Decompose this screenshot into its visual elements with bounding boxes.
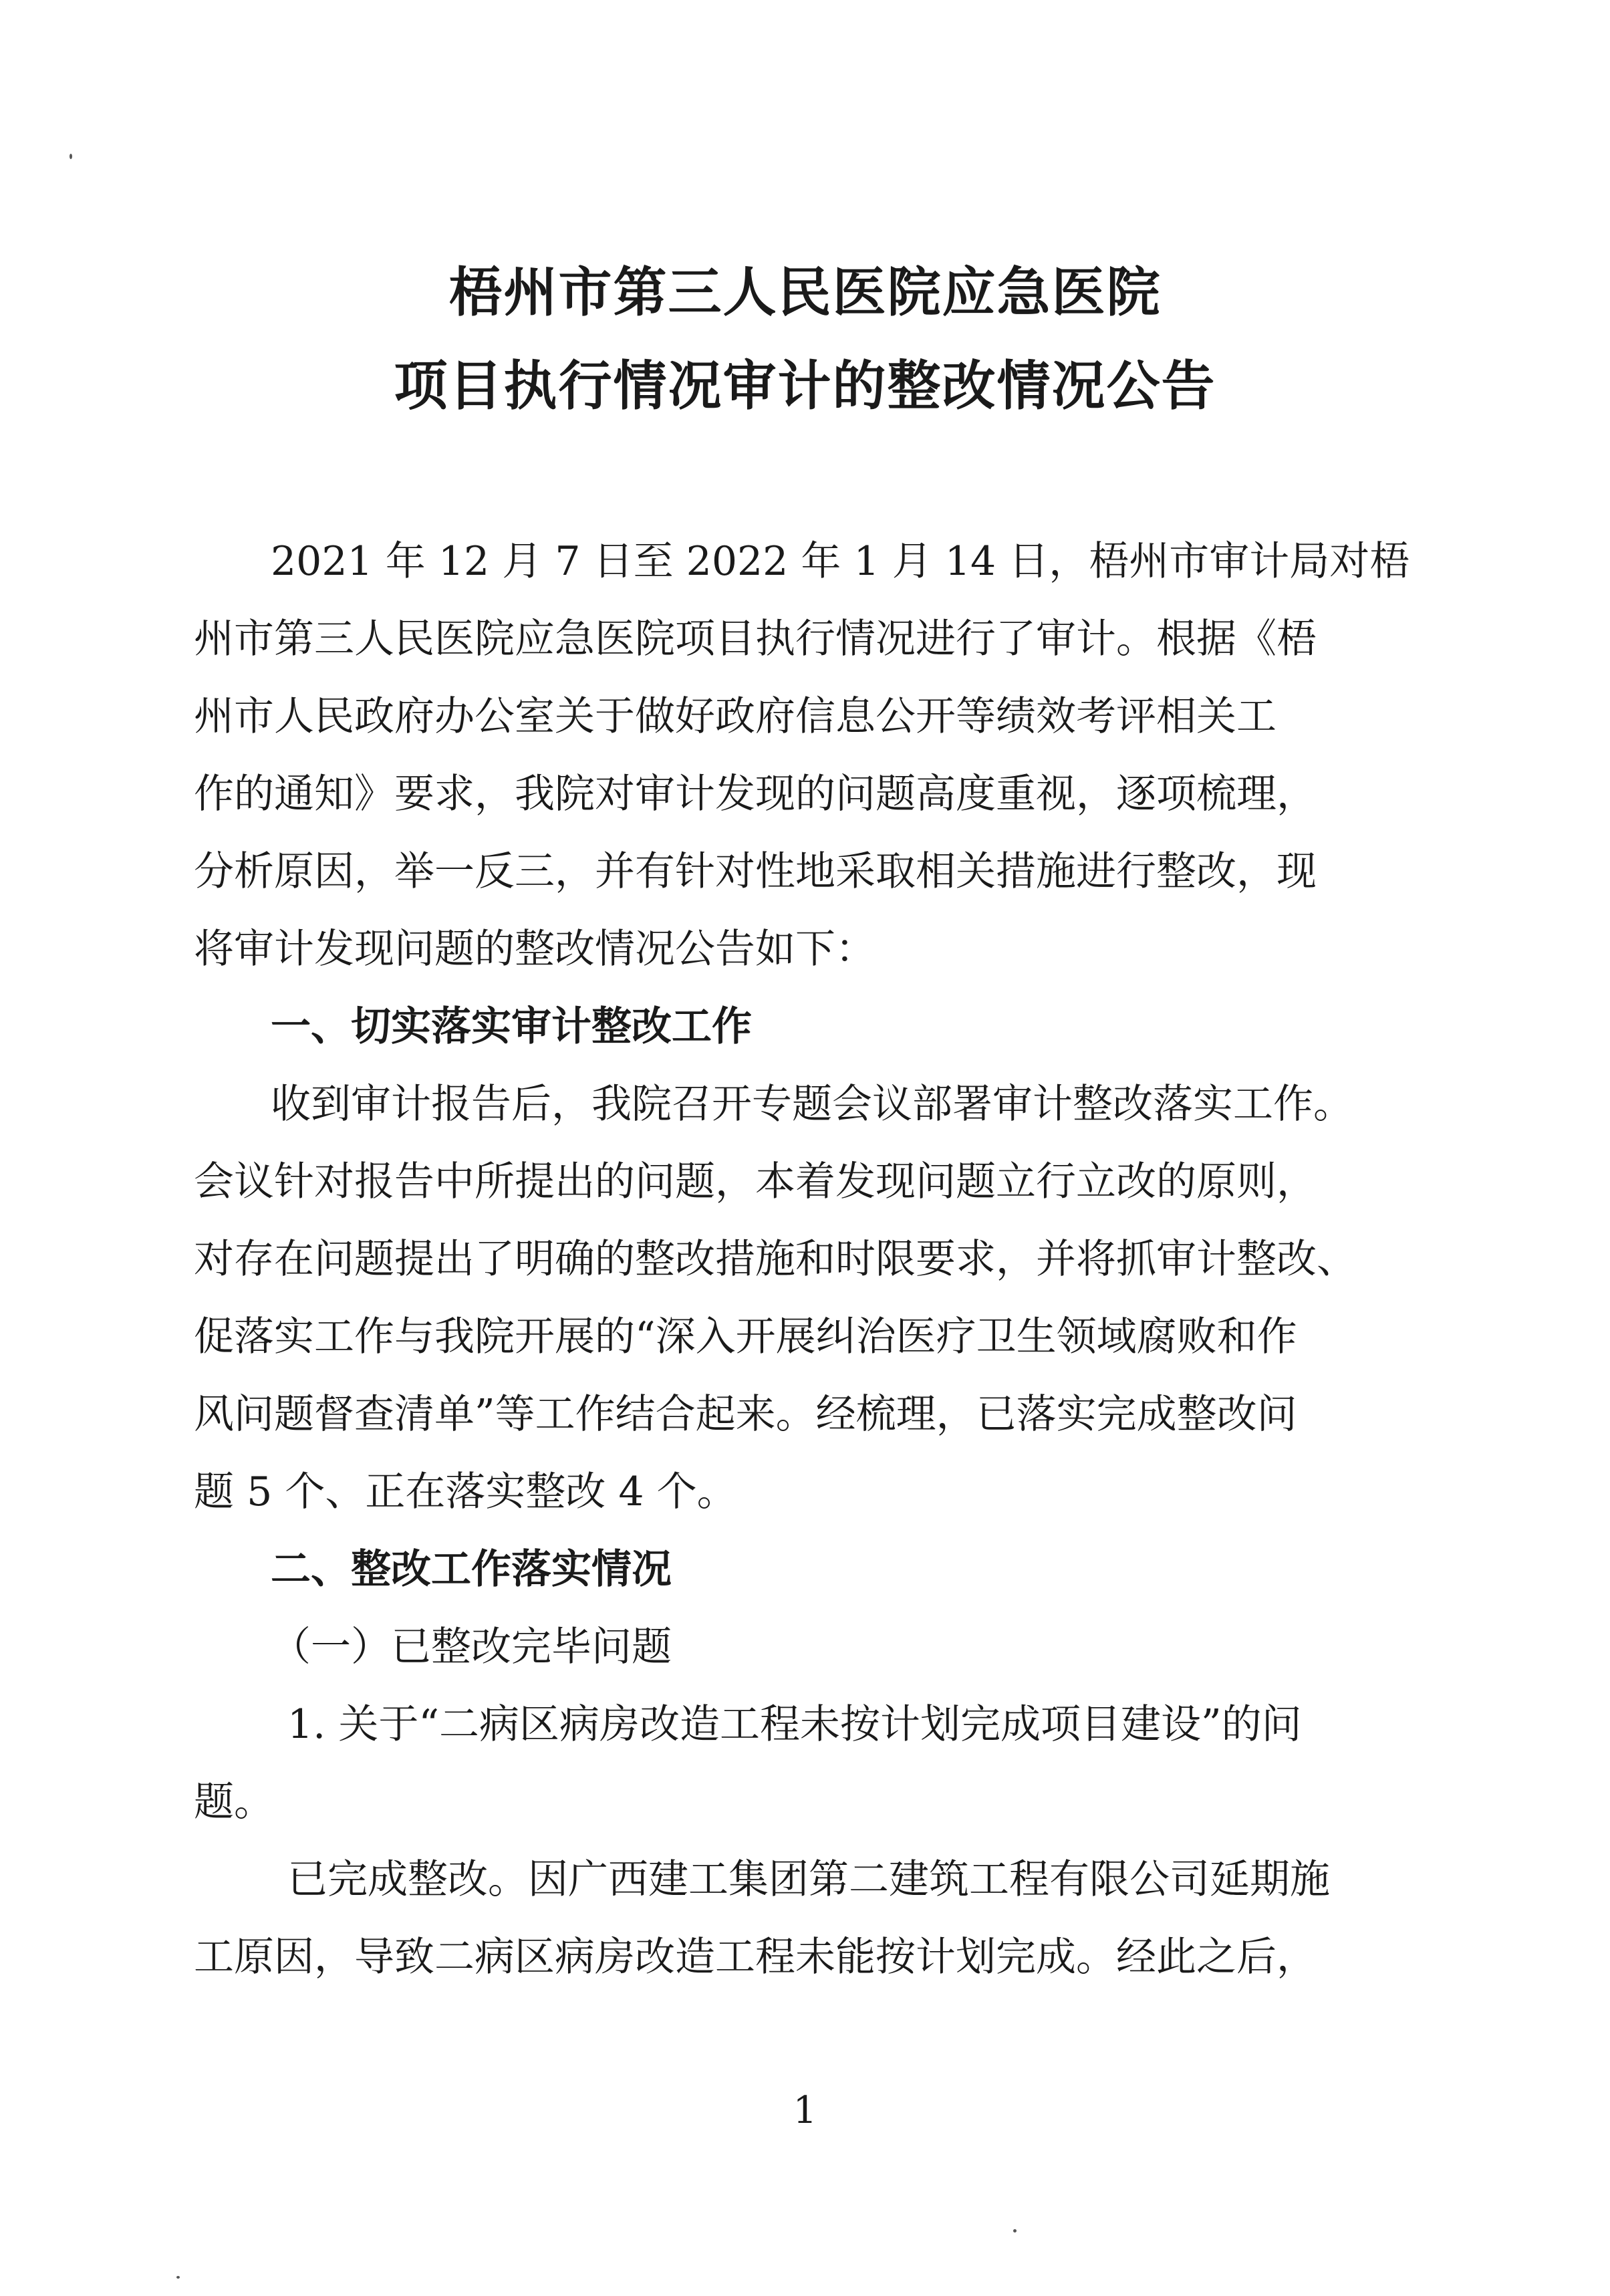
scan-speck — [70, 154, 72, 159]
section-1-line-3: 对存在问题提出了明确的整改措施和时限要求，并将抓审计整改、 — [194, 1236, 1357, 1283]
item-1-body-line-1: 已完成整改。因广西建工集团第二建筑工程有限公司延期施 — [287, 1856, 1330, 1903]
section-1-line-1: 收到审计报告后，我院召开专题会议部署审计整改落实工作。 — [271, 1081, 1353, 1128]
intro-line-1: 2021 年 12 月 7 日至 2022 年 1 月 14 日，梧州市审计局对梧 — [271, 538, 1410, 585]
scan-speck — [1013, 2229, 1017, 2233]
item-1-title-line-1: 1. 关于“二病区病房改造工程未按计划完成项目建设”的问 — [287, 1701, 1302, 1748]
intro-line-5: 分析原因，举一反三，并有针对性地采取相关措施进行整改，现 — [194, 848, 1317, 895]
document-title-line-1: 梧州市第三人民医院应急医院 — [448, 261, 1162, 324]
scan-speck — [176, 2276, 180, 2279]
section-1-line-6: 题 5 个、正在落实整改 4 个。 — [194, 1469, 737, 1515]
section-1-line-5: 风问题督查清单”等工作结合起来。经梳理，已落实完成整改问 — [194, 1391, 1297, 1438]
section-2-heading: 二、整改工作落实情况 — [271, 1546, 672, 1593]
intro-line-4: 作的通知》要求，我院对审计发现的问题高度重视，逐项梳理， — [194, 771, 1317, 817]
document-title-line-2: 项目执行情况审计的整改情况公告 — [394, 355, 1216, 417]
intro-line-3: 州市人民政府办公室关于做好政府信息公开等绩效考评相关工 — [194, 693, 1277, 740]
subsection-1-heading: （一）已整改完毕问题 — [271, 1624, 672, 1670]
page-number: 1 — [793, 2089, 817, 2132]
item-1-body-line-2: 工原因，导致二病区病房改造工程未能按计划完成。经此之后， — [194, 1934, 1317, 1981]
intro-line-2: 州市第三人民医院应急医院项目执行情况进行了审计。根据《梧 — [194, 616, 1317, 662]
section-1-line-4: 促落实工作与我院开展的“深入开展纠治医疗卫生领域腐败和作 — [194, 1313, 1297, 1360]
section-1-heading: 一、切实落实审计整改工作 — [271, 1003, 752, 1050]
item-1-title-line-2: 题。 — [194, 1779, 274, 1825]
intro-line-6: 将审计发现问题的整改情况公告如下： — [194, 926, 876, 973]
section-1-line-2: 会议针对报告中所提出的问题，本着发现问题立行立改的原则， — [194, 1158, 1317, 1205]
